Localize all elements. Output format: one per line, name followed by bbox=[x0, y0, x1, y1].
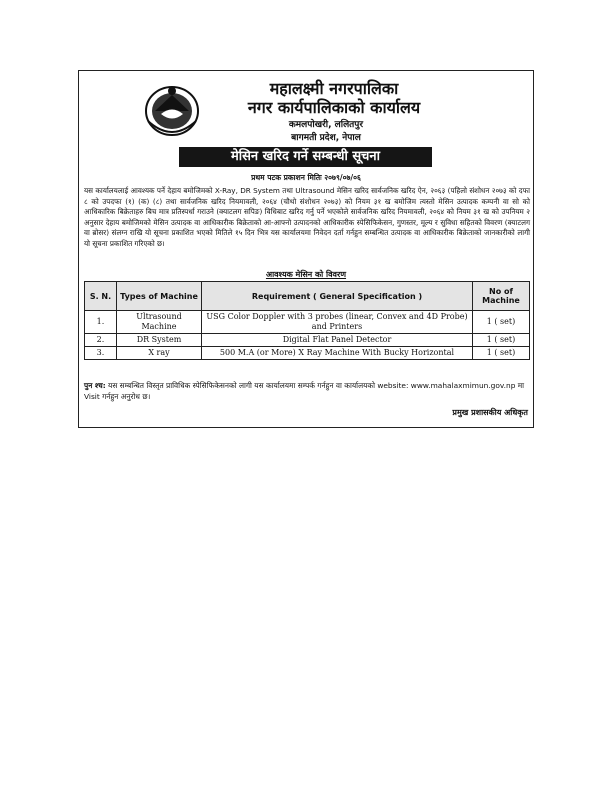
notice-title-banner: मेसिन खरिद गर्ने सम्बन्धी सूचना bbox=[179, 147, 432, 167]
cell-sn: 2. bbox=[85, 334, 117, 347]
cell-requirement: Digital Flat Panel Detector bbox=[202, 334, 473, 347]
machine-table bbox=[84, 281, 530, 360]
header-requirement: Requirement ( General Specification ) bbox=[202, 282, 473, 311]
postscript-label: पुन श्च: bbox=[84, 381, 106, 390]
table-row bbox=[85, 311, 530, 334]
notice-body: यस कार्यालयलाई आवश्यक पर्ने देहाय बमोजिमको X-Ray, DR System तथा Ultrasound मेसिन खरिद सार्वजनिक खरिद ऐन, २०६३ (पहिलो संशोधन २०७३ को दफा ८ को उपदफा (१) (क) (८) तथा सार्वजनिक खरिद नियमावली, २०६४ (चौथो संशोधन २०७३) को नियम ३१ ख बमोजिम त्यस्तो मेसिन उत्पादक कम्पनी वा सो को आधिकारिक बिक्रेताहरु बिच मात्र प्रतिस्पर्धा गराउने (क्याटलग सपिङ) विधिबाट खरिद गर्नु पर्ने भएकोले सार्वजनिक खरिद नियमावली, २०६४ को नियम ३१ ख को उपनियम २ अनुसार देहाय बमोजिमको मेसिन उत्पादक वा आधिकारीक बिक्रेताको आ-आफ्नो उत्पादनको आधिकारीक स्पेसिफिकेसन, गुणस्तर, मूल्य र सुविधा सहितको विवरण (क्याटलग वा ब्रोसर) संलग्न राखि यो सूचना प्रकाशित भएको मितिले १५ दिन भित्र यस कार्यालयमा निवेदन दर्ता गर्नहुन सम्बन्धित उत्पादक वा आधिकारीक बिक्रेताको जानकारीको लागी यो सूचना प्रकाशित गरिएको छ। bbox=[84, 186, 530, 248]
cell-type: X ray bbox=[117, 347, 202, 360]
postscript-text: यस सम्बन्धित विस्तृत प्राविधिक स्पेसिफिकेसनको लागी यस कार्यालयमा सम्पर्क गर्नहुन वा कार्यालयको website: www.mahalaxmimun.gov.np मा Visit गर्नहुन अनुरोध छ। bbox=[84, 381, 525, 401]
cell-sn: 3. bbox=[85, 347, 117, 360]
table-header-row bbox=[85, 282, 530, 311]
cell-type: Ultrasound Machine bbox=[117, 311, 202, 334]
table-row bbox=[85, 334, 530, 347]
header-sn: S. N. bbox=[85, 282, 117, 311]
cell-quantity: 1 ( set) bbox=[473, 311, 530, 334]
cell-quantity: 1 ( set) bbox=[473, 334, 530, 347]
office-address: कमलपोखरी, ललितपुर bbox=[288, 120, 364, 130]
header-quantity: No of Machine bbox=[473, 282, 530, 311]
table-title: आवश्यक मेसिन को विवरण bbox=[265, 270, 347, 279]
table-row bbox=[85, 347, 530, 360]
postscript bbox=[84, 380, 530, 402]
header-type: Types of Machine bbox=[117, 282, 202, 311]
signature-title: प्रमुख प्रशासकीय अधिकृत bbox=[452, 408, 528, 417]
cell-type: DR System bbox=[117, 334, 202, 347]
cell-requirement: 500 M.A (or More) X Ray Machine With Bucky Horizontal bbox=[202, 347, 473, 360]
publication-date: प्रथम पटक प्रकाशन मितिः २०७९/०७/०६ bbox=[251, 173, 361, 182]
notice-box bbox=[78, 70, 534, 428]
municipality-name: महालक्ष्मी नगरपालिका bbox=[269, 79, 399, 98]
cell-requirement: USG Color Doppler with 3 probes (linear, Convex and 4D Probe) and Printers bbox=[202, 311, 473, 334]
office-province: बागमती प्रदेश, नेपाल bbox=[291, 133, 361, 143]
cell-quantity: 1 ( set) bbox=[473, 347, 530, 360]
cell-sn: 1. bbox=[85, 311, 117, 334]
office-name: नगर कार्यपालिकाको कार्यालय bbox=[247, 98, 421, 117]
